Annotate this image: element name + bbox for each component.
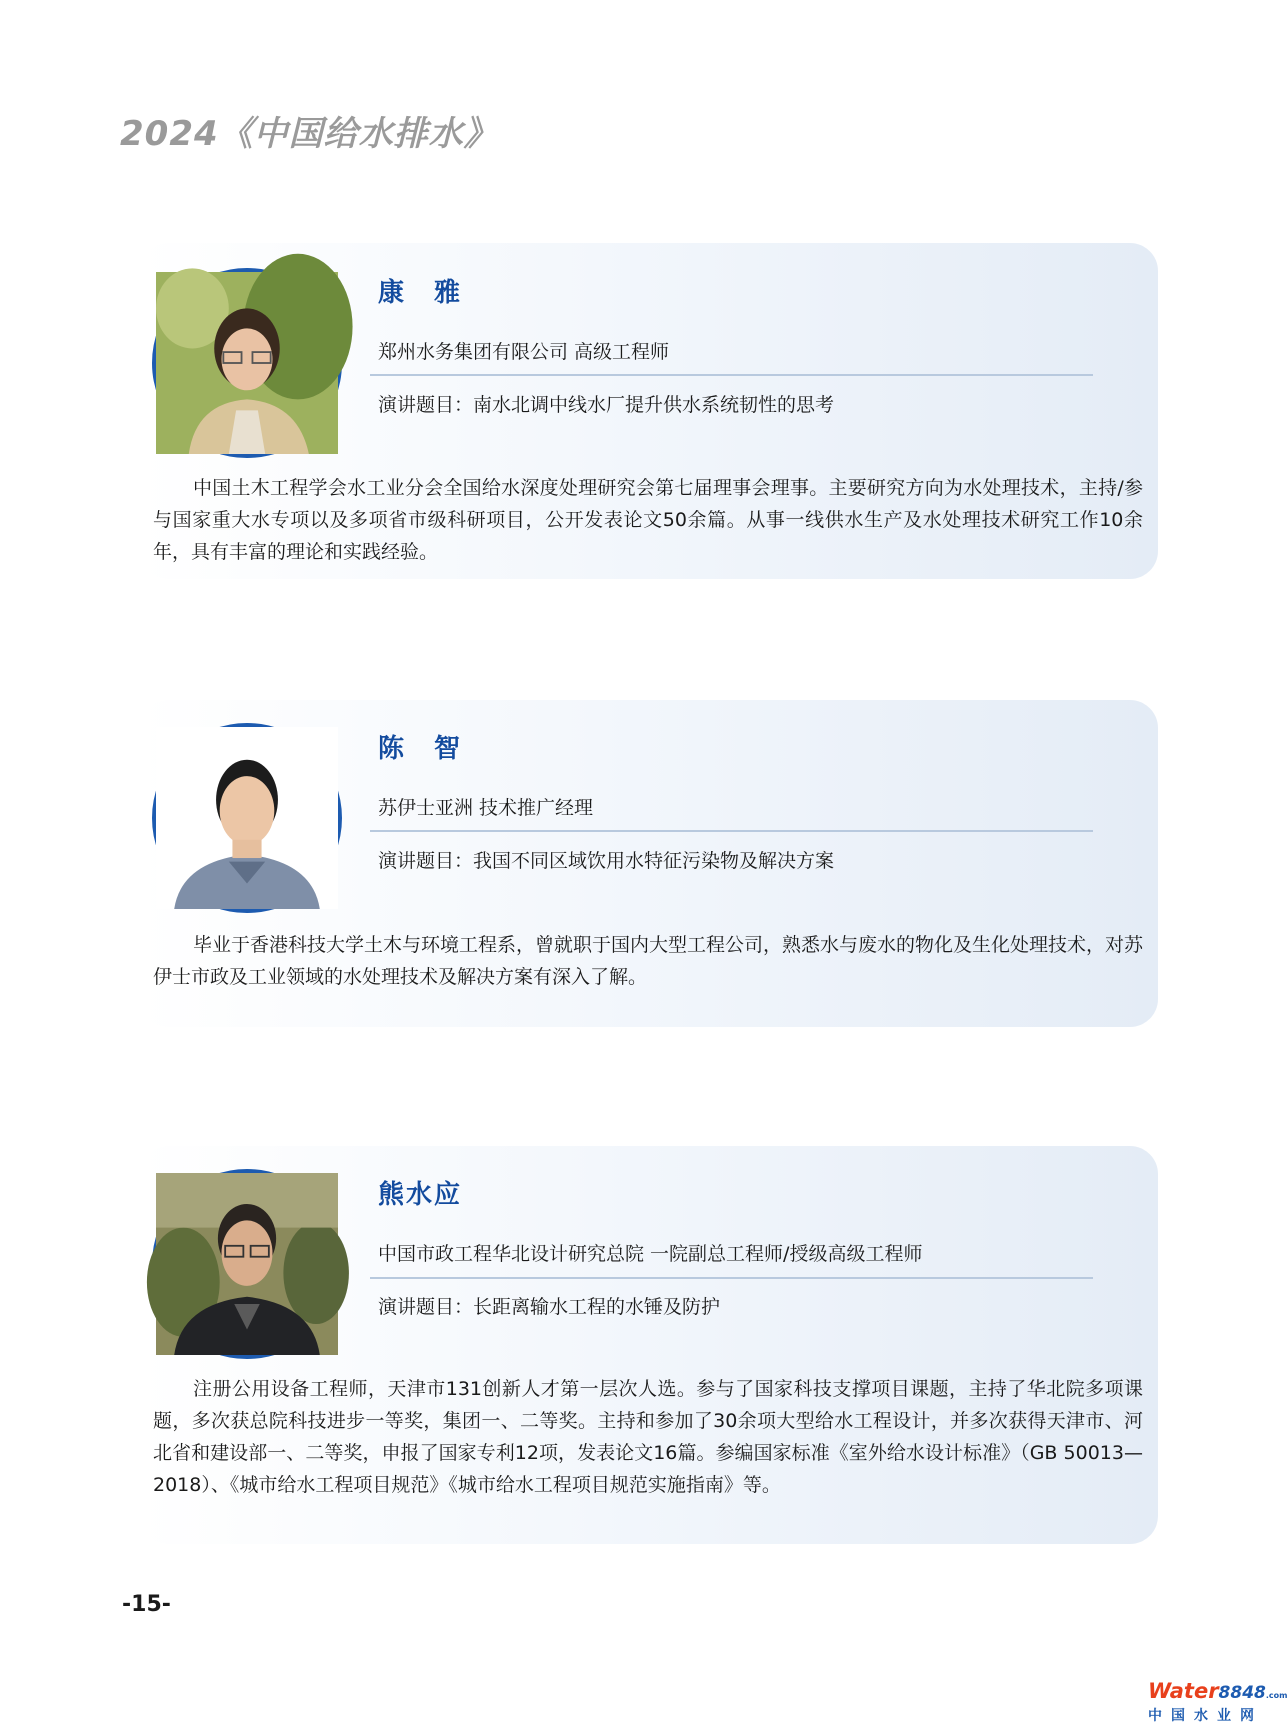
speaker-bio: 注册公用设备工程师，天津市131创新人才第一层次人选。参与了国家科技支撑项目课题，主持了华北院多项课题，多次获总院科技进步一等奖，集团一、二等奖。主持和参加了30余项大型给水工程设计，并多次获得天津市、河北省和建设部一、二等奖，申报了国家专利12项，发表论文16篇。参编国家标准《室外给水设计标准》（GB 50013—2018）、《城市给水工程项目规范》《城市给水工程项目规范实施指南》等。	[153, 1378, 1143, 1496]
speaker-bio: 毕业于香港科技大学土木与环境工程系，曾就职于国内大型工程公司，熟悉水与废水的物化及生化处理技术，对苏伊士市政及工业领域的水处理技术及解决方案有深入了解。	[153, 934, 1144, 988]
divider	[370, 830, 1093, 832]
speaker-name: 康 雅	[378, 278, 463, 308]
logo-wordmark	[1148, 1679, 1288, 1707]
speaker-name: 陈 智	[378, 734, 463, 764]
speaker-bio: 中国土木工程学会水工业分会全国给水深度处理研究会第七届理事会理事。主要研究方向为水处理技术，主持/参与国家重大水专项以及多项省市级科研项目，公开发表论文50余篇。从事一线供水生产及水处理技术研究工作10余年，具有丰富的理论和实践经验。	[153, 477, 1143, 563]
logo-water: Water	[1148, 1679, 1219, 1703]
divider	[370, 374, 1093, 376]
speaker-photo	[152, 723, 342, 913]
speaker-title: 中国市政工程华北设计研究总院 一院副总工程师/授级高级工程师	[378, 1243, 923, 1265]
speaker-topic: 演讲题目：长距离输水工程的水锤及防护	[378, 1296, 721, 1318]
speaker-title: 苏伊士亚洲 技术推广经理	[378, 797, 594, 819]
logo-cn: 中国水业网	[1148, 1708, 1263, 1724]
divider	[370, 1277, 1093, 1279]
speaker-title: 郑州水务集团有限公司 高级工程师	[378, 341, 670, 363]
page-number: -15-	[122, 1592, 171, 1617]
speaker-photo	[152, 268, 342, 458]
speaker-photo	[152, 1169, 342, 1359]
speaker-topic: 演讲题目：我国不同区域饮用水特征污染物及解决方案	[378, 850, 835, 872]
logo-num: 8848	[1218, 1683, 1266, 1703]
site-logo	[1148, 1679, 1288, 1725]
speaker-name: 熊水应	[378, 1180, 463, 1210]
speaker-topic: 演讲题目：南水北调中线水厂提升供水系统韧性的思考	[378, 394, 835, 416]
publication-header: 2024《中国给水排水》	[120, 114, 499, 154]
logo-com: .com	[1265, 1691, 1288, 1700]
